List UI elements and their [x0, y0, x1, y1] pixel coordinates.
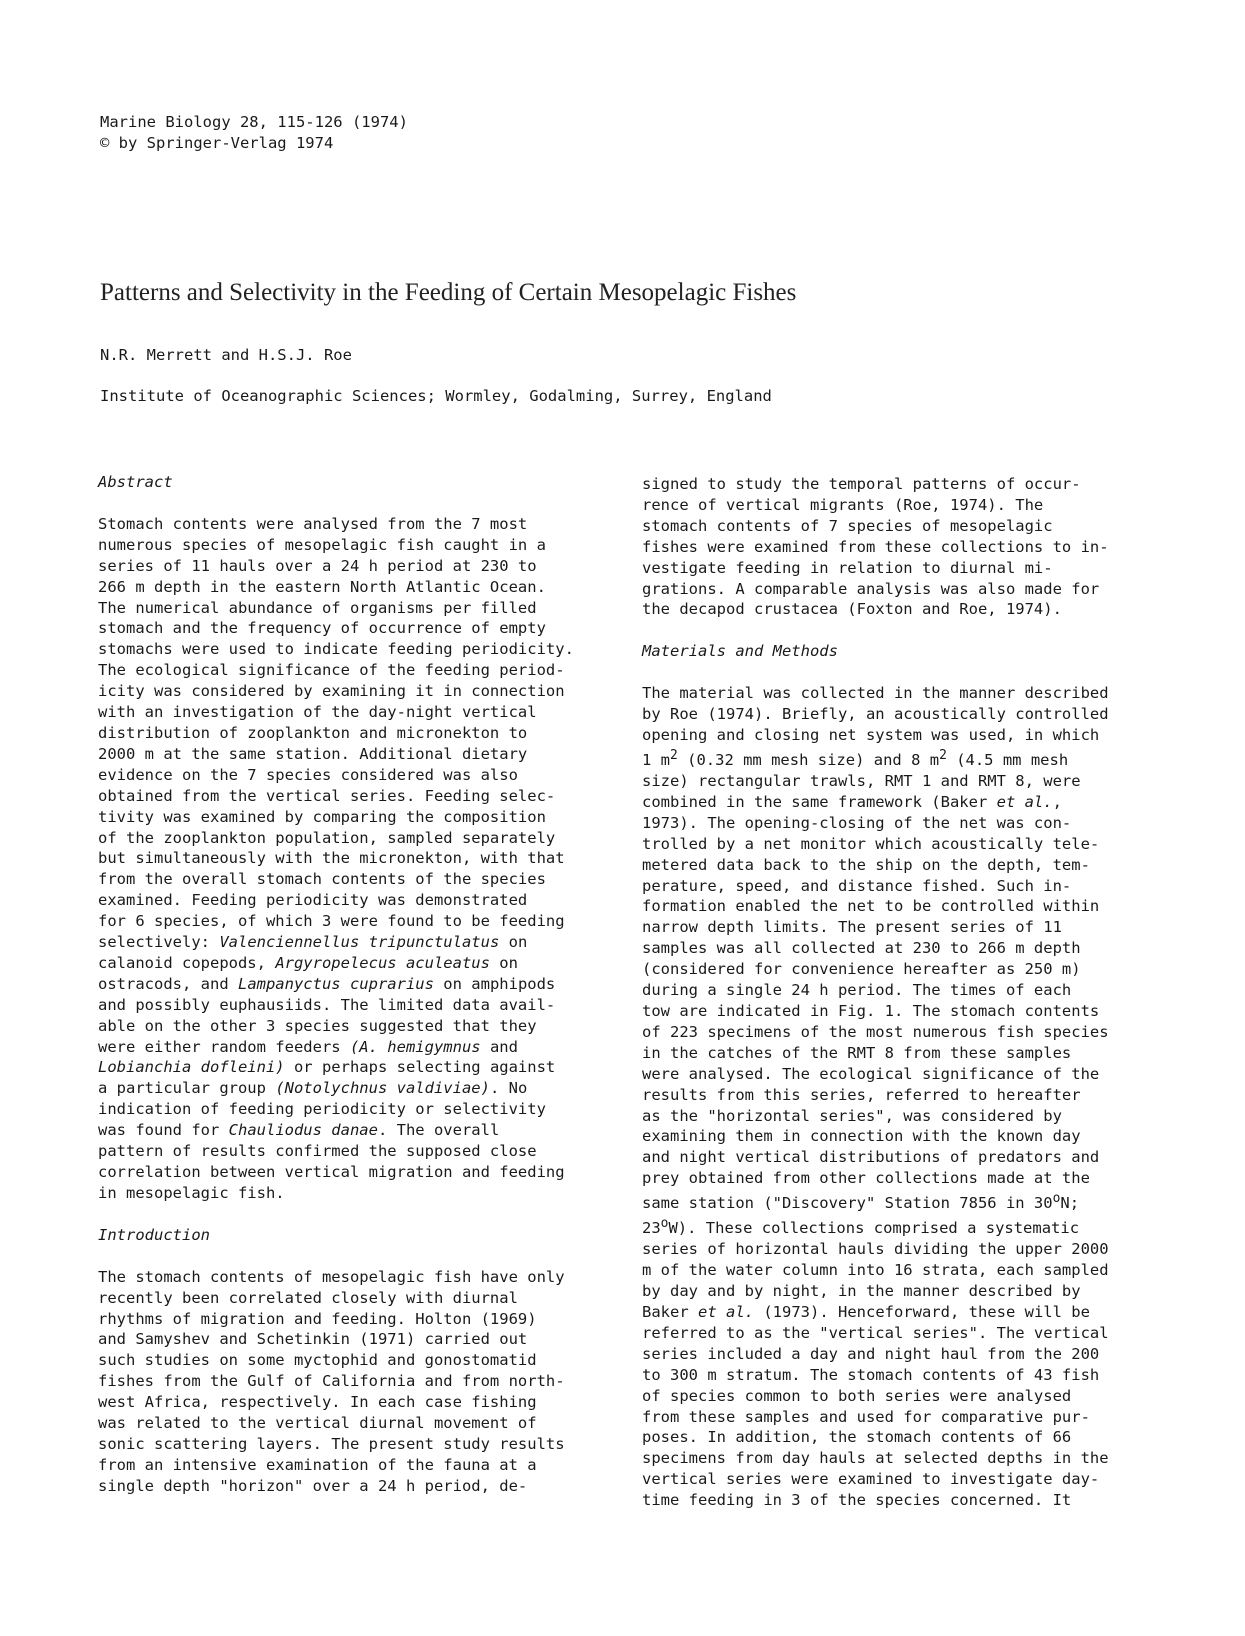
text-line: examining them in connection with the known day: [642, 1127, 1081, 1146]
text-line: calanoid copepods, Argyropelecus aculeatus on: [98, 953, 518, 972]
text-line: 266 m depth in the eastern North Atlantic Ocean.: [98, 577, 546, 596]
text-line: and night vertical distributions of predators and: [642, 1148, 1100, 1167]
text-line: for 6 species, of which 3 were found to be feeding: [98, 912, 565, 931]
section-gap: [98, 1204, 618, 1225]
text-line: in the catches of the RMT 8 from these samples: [642, 1043, 1072, 1062]
text-line: trolled by a net monitor which acoustically tele-: [642, 834, 1100, 853]
text-line: metered data back to the ship on the depth, tem-: [642, 855, 1090, 874]
methods-body: [642, 683, 1162, 1511]
text-line: indication of feeding periodicity or selectivity: [98, 1100, 546, 1119]
text-line: rence of vertical migrants (Roe, 1974). The: [642, 495, 1044, 514]
text-line: was related to the vertical diurnal movement of: [98, 1414, 537, 1433]
text-line: evidence on the 7 species considered was also: [98, 765, 518, 784]
text-line: as the "horizontal series", was considered by: [642, 1106, 1062, 1125]
text-line: but simultaneously with the micronekton, with that: [98, 849, 565, 868]
text-line: were analysed. The ecological significance of the: [642, 1064, 1100, 1083]
text-line: series included a day and night haul from the 200: [642, 1344, 1100, 1363]
text-line: narrow depth limits. The present series of 11: [642, 918, 1062, 937]
text-line: The ecological significance of the feeding period-: [98, 661, 565, 680]
text-line: correlation between vertical migration and feeding: [98, 1163, 565, 1181]
text-line: formation enabled the net to be controlled within: [642, 897, 1100, 916]
text-line: obtained from the vertical series. Feeding selec-: [98, 786, 556, 805]
copyright-line: © by Springer-Verlag 1974: [100, 133, 334, 152]
journal-citation: Marine Biology 28, 115-126 (1974): [100, 113, 408, 131]
text-line: by Roe (1974). Briefly, an acoustically controlled: [642, 705, 1109, 724]
text-line: of the zooplankton population, sampled separately: [98, 828, 556, 847]
text-line: combined in the same framework (Baker et al.,: [642, 792, 1062, 811]
text-line: icity was considered by examining it in connection: [98, 682, 565, 701]
text-line: poses. In addition, the stomach contents of 66: [642, 1428, 1072, 1447]
text-line: opening and closing net system was used, in which: [642, 726, 1100, 745]
text-line: The material was collected in the manner described: [642, 684, 1109, 703]
text-line: tow are indicated in Fig. 1. The stomach contents: [642, 1002, 1100, 1020]
text-line: signed to study the temporal patterns of occur-: [642, 475, 1081, 493]
text-line: results from this series, referred to hereafter: [642, 1085, 1081, 1104]
methods-heading: Materials and Methods: [642, 642, 838, 661]
text-line: sonic scattering layers. The present study results: [98, 1434, 565, 1453]
text-line: with an investigation of the day-night vertical: [98, 703, 537, 722]
text-line: during a single 24 h period. The times of each: [642, 981, 1072, 1000]
text-line: from an intensive examination of the fauna at a: [98, 1455, 537, 1474]
text-line: perature, speed, and distance fished. Such in-: [642, 876, 1072, 895]
text-line: such studies on some myctophid and gonostomatid: [98, 1351, 537, 1370]
text-line: single depth "horizon" over a 24 h period, de-: [98, 1476, 528, 1495]
abstract-body: [98, 514, 618, 1204]
text-line: grations. A comparable analysis was also made for: [642, 579, 1100, 598]
text-line: m of the water column into 16 strata, each sampled: [642, 1261, 1109, 1280]
text-line: rhythms of migration and feeding. Holton (1969): [98, 1309, 537, 1328]
text-line: west Africa, respectively. In each case fishing: [98, 1393, 537, 1412]
text-line: specimens from day hauls at selected depths in the: [642, 1449, 1109, 1468]
right-column: [642, 474, 1162, 1511]
text-line: were either random feeders (A. hemigymnus and: [98, 1037, 518, 1056]
section-gap: [642, 620, 1162, 641]
text-line: Baker et al. (1973). Henceforward, these will be: [642, 1303, 1090, 1321]
text-line: samples was all collected at 230 to 266 m depth: [642, 939, 1081, 958]
text-line: prey obtained from other collections made at the: [642, 1169, 1090, 1188]
text-line: The numerical abundance of organisms per filled: [98, 598, 537, 617]
text-line: same station ("Discovery" Station 7856 in 30$^o$N;: [642, 1191, 1080, 1213]
introduction-heading: Introduction: [98, 1225, 210, 1244]
text-line: size) rectangular trawls, RMT 1 and RMT 8, were: [642, 772, 1081, 791]
text-line: fishes from the Gulf of California and from north-: [98, 1372, 565, 1391]
authors: N.R. Merrett and H.S.J. Roe: [100, 346, 352, 364]
text-line: 1 $m^2$ (0.32 mm mesh size) and 8 $m^2$ (4.5 mm mesh: [642, 747, 1069, 770]
text-line: 1973). The opening-closing of the net was con-: [642, 813, 1072, 832]
text-line: vertical series were examined to investigate day-: [642, 1470, 1100, 1489]
text-line: stomach contents of 7 species of mesopelagic: [642, 516, 1053, 535]
text-line: of species common to both series were analysed: [642, 1386, 1072, 1405]
text-line: in mesopelagic fish.: [98, 1183, 285, 1202]
text-line: fishes were examined from these collections to in-: [642, 537, 1109, 556]
text-line: vestigate feeding in relation to diurnal mi-: [642, 558, 1053, 577]
text-line: series of 11 hauls over a 24 h period at 230 to: [98, 556, 537, 575]
text-line: stomach and the frequency of occurrence of empty: [98, 619, 546, 638]
text-line: selectively: Valenciennellus tripunctulatus on: [98, 933, 528, 952]
text-line: ostracods, and Lampanyctus cuprarius on amphipods: [98, 974, 556, 993]
affiliation: Institute of Oceanographic Sciences; Wormley, Godalming, Surrey, England: [100, 387, 772, 405]
text-line: distribution of zooplankton and micronekton to: [98, 723, 528, 742]
left-column: [98, 472, 618, 1497]
text-line: recently been correlated closely with diurnal: [98, 1288, 518, 1307]
text-line: 23$^o$W). These collections comprised a systematic: [642, 1216, 1080, 1238]
text-line: series of horizontal hauls dividing the upper 2000: [642, 1240, 1109, 1259]
text-line: of 223 specimens of the most numerous fish species: [642, 1022, 1109, 1041]
text-line: to 300 m stratum. The stomach contents of 43 fish: [642, 1365, 1100, 1384]
text-line: and possibly euphausiids. The limited data avail-: [98, 995, 556, 1014]
text-line: Stomach contents were analysed from the 7 most: [98, 514, 528, 533]
text-line: 2000 m at the same station. Additional dietary: [98, 744, 528, 763]
introduction-body: [98, 1267, 618, 1497]
text-line: a particular group (Notolychnus valdiviae). No: [98, 1079, 528, 1098]
text-line: the decapod crustacea (Foxton and Roe, 1974).: [642, 600, 1062, 619]
paper-title: Patterns and Selectivity in the Feeding of Certain Mesopelagic Fishes: [100, 279, 797, 306]
text-line: referred to as the "vertical series". The vertical: [642, 1323, 1109, 1342]
text-line: pattern of results confirmed the supposed close: [98, 1142, 537, 1161]
text-line: (considered for convenience hereafter as 250 m): [642, 960, 1081, 979]
journal-header: [100, 112, 408, 154]
text-line: tivity was examined by comparing the composition: [98, 807, 546, 826]
text-line: from the overall stomach contents of the species: [98, 870, 546, 889]
text-line: examined. Feeding periodicity was demonstrated: [98, 891, 528, 910]
text-line: and Samyshev and Schetinkin (1971) carried out: [98, 1330, 528, 1349]
text-line: Lobianchia dofleini) or perhaps selecting against: [98, 1058, 556, 1077]
introduction-continued: [642, 474, 1162, 620]
text-line: time feeding in 3 of the species concerned. It: [642, 1491, 1072, 1510]
text-line: from these samples and used for comparative pur-: [642, 1407, 1090, 1426]
text-line: stomachs were used to indicate feeding periodicity.: [98, 640, 574, 659]
text-line: by day and by night, in the manner described by: [642, 1282, 1081, 1301]
text-line: numerous species of mesopelagic fish caught in a: [98, 535, 546, 554]
text-line: was found for Chauliodus danae. The overall: [98, 1121, 500, 1140]
text-line: able on the other 3 species suggested that they: [98, 1016, 537, 1035]
text-line: The stomach contents of mesopelagic fish have only: [98, 1267, 565, 1286]
abstract-heading: Abstract: [98, 473, 173, 491]
